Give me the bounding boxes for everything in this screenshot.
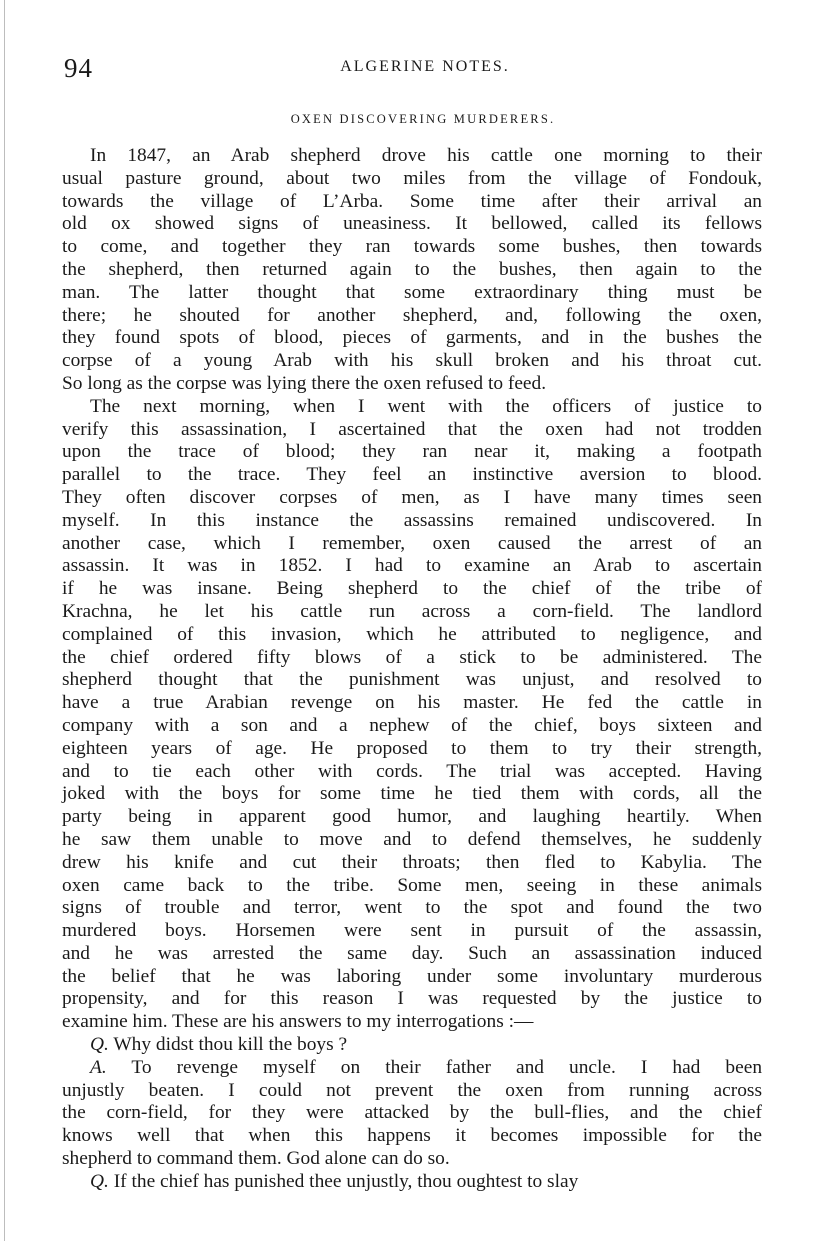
dialogue-text: knows well that when this happens it becomes impossible for the xyxy=(62,1125,762,1147)
dialogue-line xyxy=(62,1125,762,1148)
text-line: corpse of a young Arab with his skull broken and his throat cut. xyxy=(62,350,762,372)
text-line: verify this assassination, I ascertained that the oxen had not trodden xyxy=(62,418,762,440)
text-line: they found spots of blood, pieces of garments, and in the bushes the xyxy=(62,327,762,349)
text-line: there; he shouted for another shepherd, and, following the oxen, xyxy=(62,304,762,326)
text-line: and he was arrested the same day. Such an assassination induced xyxy=(62,942,762,964)
text-line: myself. In this instance the assassins remained undiscovered. In xyxy=(62,509,762,531)
text-line: the belief that he was laboring under some involuntary murderous xyxy=(62,965,762,987)
text-line: examine him. These are his answers to my interrogations :— xyxy=(62,1011,534,1033)
dialogue-line xyxy=(62,1148,762,1171)
text-line: he saw them unable to move and to defend themselves, he suddenly xyxy=(62,828,762,850)
page-number: 94 xyxy=(64,53,93,83)
text-line: assassin. It was in 1852. I had to examine an Arab to ascertain xyxy=(62,555,762,577)
text-line: oxen came back to the tribe. Some men, seeing in these animals xyxy=(62,874,762,896)
text-line: towards the village of L’Arba. Some time after their arrival an xyxy=(62,190,762,212)
dialogue-text: Why didst thou kill the boys ? xyxy=(113,1034,348,1056)
text-line: old ox showed signs of uneasiness. It bellowed, called its fellows xyxy=(62,213,762,235)
text-line: Krachna, he let his cattle run across a corn-field. The landlord xyxy=(62,600,762,622)
text-line: So long as the corpse was lying there the oxen refused to feed. xyxy=(62,372,547,394)
text-line: shepherd thought that the punishment was unjust, and resolved to xyxy=(62,669,762,691)
dialogue-text: To revenge myself on their father and uncle. I had been xyxy=(131,1056,763,1078)
dialogue-text: shepherd to command them. God alone can do so. xyxy=(62,1148,450,1170)
text-line: murdered boys. Horsemen were sent in pursuit of the assassin, xyxy=(62,920,762,942)
dialogue-text: unjustly beaten. I could not prevent the oxen from running across xyxy=(62,1079,762,1101)
text-line: usual pasture ground, about two miles from the village of Fondouk, xyxy=(62,167,762,189)
section-title: OXEN DISCOVERING MURDERERS. xyxy=(290,112,556,126)
text-line: eighteen years of age. He proposed to them to try their strength, xyxy=(62,737,762,759)
text-line: party being in apparent good humor, and laughing heartily. When xyxy=(62,806,762,828)
text-line: The next morning, when I went with the officers of justice to xyxy=(90,395,762,417)
body-text xyxy=(62,145,762,1194)
text-line: have a true Arabian revenge on his master. He fed the cattle in xyxy=(62,692,762,714)
text-line: if he was insane. Being shepherd to the chief of the tribe of xyxy=(62,578,762,600)
text-line: and to tie each other with cords. The trial was accepted. Having xyxy=(62,760,762,782)
running-head: ALGERINE NOTES. xyxy=(340,58,510,75)
dialogue-line xyxy=(62,1171,762,1194)
text-line: drew his knife and cut their throats; then fled to Kabylia. The xyxy=(62,851,762,873)
dialogue-line xyxy=(62,1034,762,1057)
dialogue-text: If the chief has punished thee unjustly, thou oughtest to slay xyxy=(113,1170,579,1192)
text-line: parallel to the trace. They feel an instinctive aversion to blood. xyxy=(62,464,762,486)
text-line: the shepherd, then returned again to the bushes, then again to the xyxy=(62,258,762,280)
text-line: another case, which I remember, oxen caused the arrest of an xyxy=(62,532,762,554)
dialogue-text: the corn-field, for they were attacked by the bull-flies, and the chief xyxy=(62,1102,762,1124)
page-edge-rule xyxy=(4,0,5,1241)
text-line: In 1847, an Arab shepherd drove his cattle one morning to their xyxy=(90,145,762,166)
dialogue-line xyxy=(62,1080,762,1103)
text-line: upon the trace of blood; they ran near it, making a footpath xyxy=(62,441,762,463)
text-line: joked with the boys for some time he tied them with cords, all the xyxy=(62,783,762,805)
dialogue-line xyxy=(62,1102,762,1125)
text-line: propensity, and for this reason I was requested by the justice to xyxy=(62,988,762,1010)
text-line: man. The latter thought that some extraordinary thing must be xyxy=(62,281,762,303)
text-line: to come, and together they ran towards some bushes, then towards xyxy=(62,236,762,258)
text-line: company with a son and a nephew of the chief, boys sixteen and xyxy=(62,714,762,736)
dialogue-line xyxy=(62,1057,762,1080)
speaker-label: A. xyxy=(90,1056,107,1078)
text-line: They often discover corpses of men, as I have many times seen xyxy=(62,486,762,508)
text-line: signs of trouble and terror, went to the spot and found the two xyxy=(62,897,762,919)
text-line: the chief ordered fifty blows of a stick to be administered. The xyxy=(62,646,762,668)
text-line: complained of this invasion, which he attributed to negligence, and xyxy=(62,623,762,645)
speaker-label: Q. xyxy=(90,1170,109,1192)
speaker-label: Q. xyxy=(90,1034,109,1056)
